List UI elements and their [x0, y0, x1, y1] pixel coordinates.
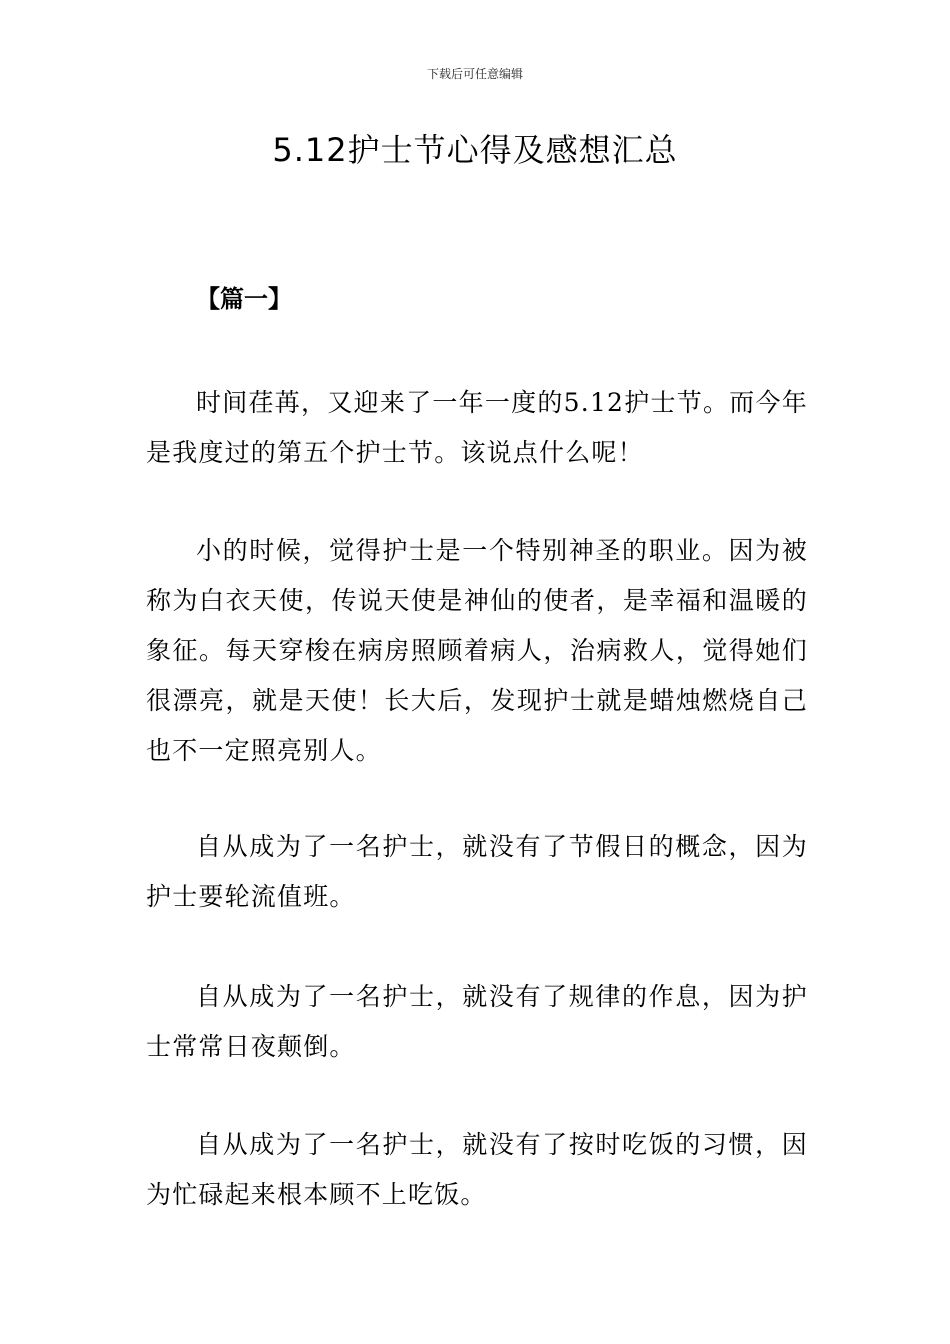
- document-title: 5.12护士节心得及感想汇总: [272, 131, 678, 169]
- paragraph-2: 小的时候，觉得护士是一个特别神圣的职业。因为被称为白衣天使，传说天使是神仙的使者，是幸福和温暖的象征。每天穿梭在病房照顾着病人，治病救人，觉得她们很漂亮，就是天使！长大后，发现护士就是蜡烛燃烧自己也不一定照亮别人。: [146, 536, 808, 765]
- paragraph-5: 自从成为了一名护士，就没有了按时吃饭的习惯，因为忙碌起来根本顾不上吃饭。: [146, 1130, 808, 1209]
- paragraph-4: 自从成为了一名护士，就没有了规律的作息，因为护士常常日夜颠倒。: [146, 982, 808, 1061]
- paragraph-1: 时间荏苒，又迎来了一年一度的5.12护士节。而今年是我度过的第五个护士节。该说点什么呢！: [146, 388, 808, 467]
- section-label: 【篇一】: [196, 285, 292, 313]
- header-note: 下载后可任意编辑: [426, 67, 523, 81]
- paragraph-3: 自从成为了一名护士，就没有了节假日的概念，因为护士要轮流值班。: [146, 832, 808, 911]
